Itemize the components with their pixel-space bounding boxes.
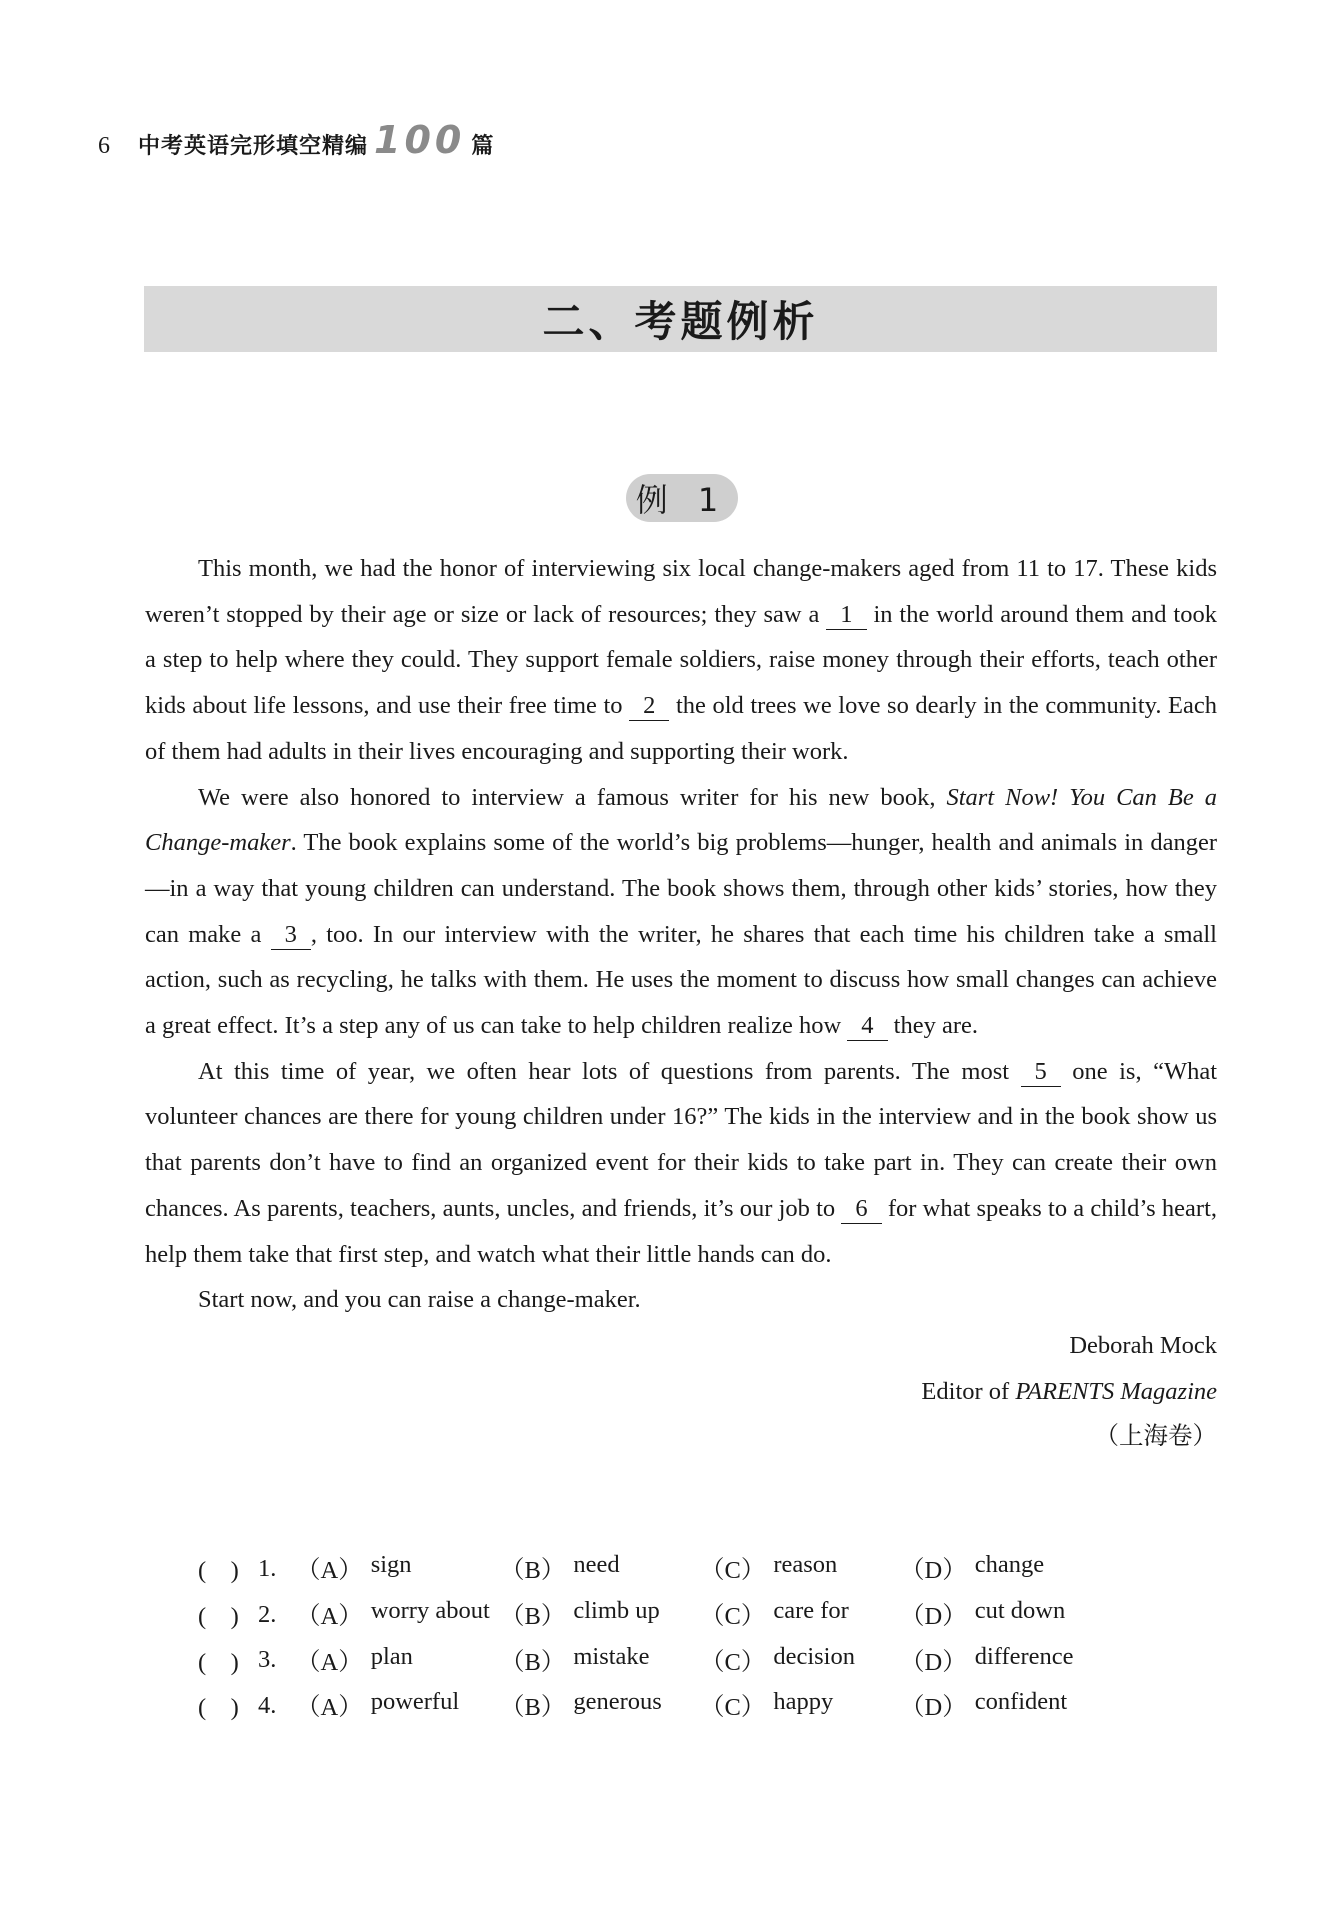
option-label: （A） — [296, 1557, 363, 1585]
option-label: （B） — [500, 1648, 566, 1676]
option-label: （B） — [500, 1557, 566, 1585]
text-span: one is, “What volunteer chances are there for young children under 16?” The kids in the interview and in the book show us that parents don’t have to find an organized event for their kids to take part in. They can create their own chances. As parents, teachers, aunts, uncles, and friends, it’s our job to — [145, 1057, 1217, 1222]
option-b — [500, 1688, 700, 1723]
blank-2: 2 — [629, 692, 669, 721]
question-number: 4. — [258, 1691, 277, 1719]
question-row — [198, 1683, 1100, 1729]
option-b — [500, 1597, 700, 1632]
option-label: （B） — [500, 1603, 566, 1631]
author-name: Deborah Mock — [1069, 1331, 1217, 1359]
option-text: confident — [974, 1688, 1068, 1716]
text-span: they are. — [887, 1012, 978, 1040]
option-text: decision — [773, 1642, 855, 1670]
paragraph-3 — [145, 1049, 1217, 1278]
option-text: happy — [773, 1688, 834, 1716]
example-label: 例 1 — [626, 474, 738, 522]
option-label: （D） — [900, 1694, 967, 1722]
text-span: We were also honored to interview a famous writer for his new book, — [198, 783, 947, 811]
text-span: This month, we had the honor of interviewing six local change-makers aged from 11 to 17. These kids weren’t stopped by their age or size or lack of resources; they saw a — [145, 555, 1217, 628]
answer-bracket[interactable]: ( ) — [198, 1648, 239, 1676]
option-text: plan — [370, 1642, 413, 1670]
option-text: care for — [773, 1597, 849, 1625]
option-d — [900, 1643, 1100, 1678]
option-label: （C） — [700, 1694, 766, 1722]
option-label: （B） — [500, 1694, 566, 1722]
answer-bracket[interactable]: ( ) — [198, 1557, 239, 1585]
option-text: change — [974, 1551, 1045, 1579]
question-row — [198, 1637, 1100, 1683]
option-text: powerful — [370, 1688, 460, 1716]
answer-bracket[interactable]: ( ) — [198, 1603, 239, 1631]
paragraph-2 — [145, 775, 1217, 1049]
option-label: （D） — [900, 1603, 967, 1631]
option-b — [500, 1643, 700, 1678]
text-span: . The book explains some of the world’s big problems—hunger, health and animals in danger—in a way that young children can understand. The book shows them, through other kids’ stories, how they can make a — [145, 829, 1217, 948]
question-list — [198, 1546, 1100, 1729]
blank-6: 6 — [841, 1195, 881, 1224]
option-text: cut down — [974, 1597, 1066, 1625]
answer-bracket[interactable]: ( ) — [198, 1694, 239, 1722]
book-number: 100 — [374, 118, 466, 162]
section-title: 二、考题例析 — [542, 297, 819, 346]
book-name: Start Now! You Can Be a Change-maker — [145, 783, 1217, 857]
option-label: （C） — [700, 1557, 766, 1585]
option-b — [500, 1551, 700, 1586]
author-role — [145, 1369, 1217, 1415]
option-d — [900, 1551, 1100, 1586]
option-c — [700, 1597, 900, 1632]
blank-5: 5 — [1021, 1058, 1061, 1087]
option-label: （C） — [700, 1603, 766, 1631]
option-text: need — [573, 1551, 620, 1579]
page-number: 6 — [98, 133, 110, 159]
option-text: reason — [773, 1551, 838, 1579]
option-text: difference — [974, 1642, 1074, 1670]
book-title: 中考英语完形填空精编 — [138, 133, 369, 159]
option-text: sign — [370, 1551, 412, 1579]
option-a — [296, 1551, 500, 1586]
option-label: （D） — [900, 1557, 967, 1585]
option-c — [700, 1688, 900, 1723]
role-prefix: Editor of — [921, 1377, 1016, 1405]
question-number: 3. — [258, 1646, 277, 1674]
question-row — [198, 1592, 1100, 1638]
option-d — [900, 1688, 1100, 1723]
question-number: 2. — [258, 1600, 277, 1628]
paragraph-4: Start now, and you can raise a change-maker. — [198, 1286, 641, 1314]
option-label: （C） — [700, 1648, 766, 1676]
option-text: worry about — [370, 1597, 490, 1625]
option-label: （A） — [296, 1603, 363, 1631]
option-text: climb up — [573, 1597, 660, 1625]
option-a — [296, 1643, 500, 1678]
signature-block — [145, 1323, 1217, 1460]
option-label: （D） — [900, 1648, 967, 1676]
section-heading-bar — [144, 286, 1217, 352]
text-span: At this time of year, we often hear lots of questions from parents. The most — [198, 1057, 1021, 1085]
article-body — [145, 546, 1217, 1460]
question-row — [198, 1546, 1100, 1592]
option-c — [700, 1551, 900, 1586]
blank-3: 3 — [271, 921, 311, 950]
option-label: （A） — [296, 1648, 363, 1676]
text-span: the old trees we love so dearly in the community. Each of them had adults in their lives encouraging and supporting their work. — [145, 692, 1217, 765]
page-header — [98, 118, 493, 162]
option-a — [296, 1597, 500, 1632]
option-c — [700, 1643, 900, 1678]
option-a — [296, 1688, 500, 1723]
option-d — [900, 1597, 1100, 1632]
option-text: generous — [573, 1688, 662, 1716]
option-label: （A） — [296, 1694, 363, 1722]
option-text: mistake — [573, 1642, 650, 1670]
text-span: for what speaks to a child’s heart, help them take that first step, and watch what their little hands can do. — [145, 1194, 1218, 1268]
text-span: , too. In our interview with the writer, he shares that each time his children take a small action, such as recycling, he talks with them. He uses the moment to discuss how small changes can achieve a great effect. It’s a step any of us can take to help children realize how — [145, 920, 1217, 1040]
exam-source: （上海卷） — [1094, 1423, 1217, 1451]
blank-1: 1 — [826, 601, 866, 630]
book-title-tail: 篇 — [471, 133, 494, 159]
magazine-name: PARENTS Magazine — [1015, 1377, 1217, 1405]
text-span: in the world around them and took a step to help where they could. They support female soldiers, raise money through their efforts, teach other kids about life lessons, and use their free time to — [145, 600, 1217, 720]
question-number: 1. — [258, 1554, 277, 1582]
blank-4: 4 — [847, 1012, 887, 1041]
paragraph-1 — [145, 546, 1217, 775]
